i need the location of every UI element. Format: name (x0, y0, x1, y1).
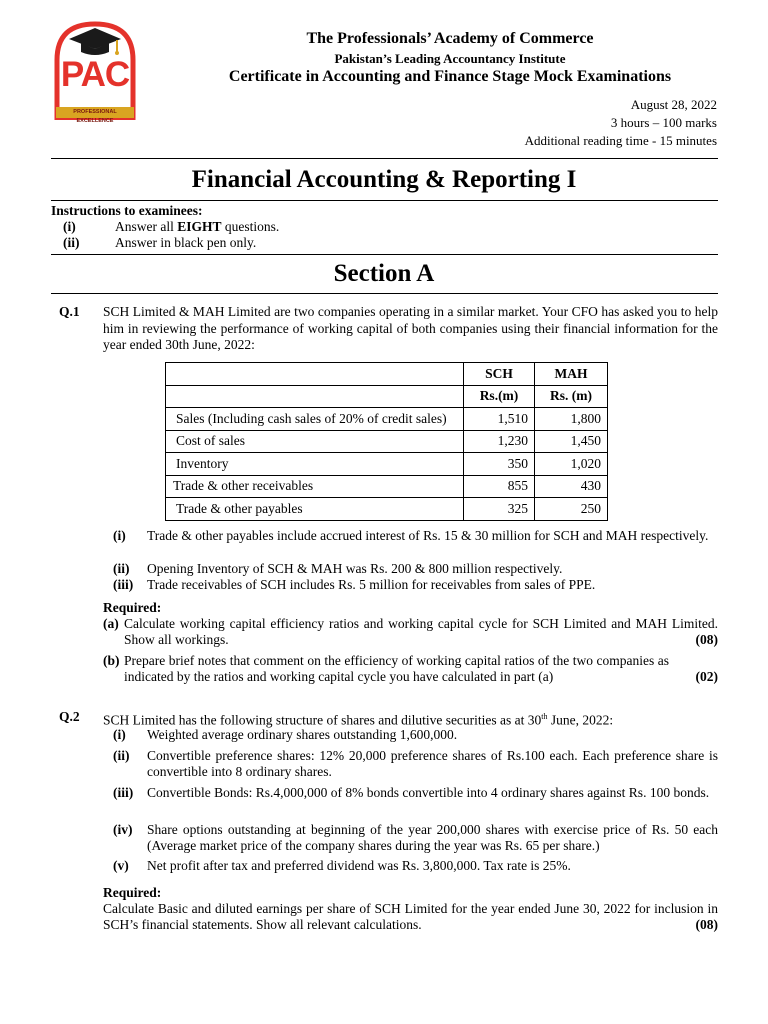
table-cell: 1,230 (464, 430, 535, 453)
note-label: (i) (113, 528, 126, 543)
note-text: Opening Inventory of SCH & MAH was Rs. 200 & 800 million respectively. (147, 561, 563, 576)
required-part (103, 901, 718, 934)
exam-meta (525, 96, 717, 150)
divider (51, 158, 718, 159)
question-number: Q.1 (59, 304, 80, 319)
table-row (166, 453, 608, 476)
table-header-cell: MAH (535, 363, 608, 386)
required-heading: Required: (103, 885, 162, 900)
table-cell: 350 (464, 453, 535, 476)
item-text: Convertible Bonds: Rs.4,000,000 of 8% bonds convertible into 4 ordinary shares against Rs. 100 bonds. (147, 785, 710, 800)
item-text: Net profit after tax and preferred dividend was Rs. 3,800,000. Tax rate is 25%. (147, 858, 571, 873)
question-text (103, 709, 718, 729)
table-header-cell (166, 363, 464, 386)
table-row (166, 498, 608, 521)
reading-time: Additional reading time - 15 minutes (524, 133, 717, 148)
table-row (166, 408, 608, 431)
exam-date: August 28, 2022 (630, 97, 717, 112)
table-cell: 1,800 (535, 408, 608, 431)
note-item (113, 528, 718, 560)
table-row (166, 475, 608, 498)
list-item (113, 785, 718, 817)
item-label: (iv) (113, 822, 133, 837)
note-text: Trade & other payables include accrued interest of Rs. 15 & 30 million for SCH and MAH respectively. (147, 528, 709, 543)
table-unit-cell: Rs.(m) (464, 385, 535, 408)
q2-intro-sup: th (541, 712, 548, 721)
table-cell: Inventory (166, 453, 464, 476)
list-item (113, 748, 718, 780)
note-item (113, 561, 718, 577)
instruction-label: (ii) (63, 235, 80, 250)
instruction-label: (i) (63, 219, 76, 234)
institute-subtitle: Pakistan’s Leading Accountancy Institute (334, 51, 566, 66)
table-cell: Sales (Including cash sales of 20% of credit sales) (166, 408, 464, 431)
table-cell: Cost of sales (166, 430, 464, 453)
item-text: Share options outstanding at beginning of the year 200,000 shares with exercise price of Rs. 50 each (Average market price of the company shares during the year was Rs. 65 per share.) (147, 822, 718, 853)
table-cell: 1,020 (535, 453, 608, 476)
table-header-row (166, 363, 608, 386)
q2-intro-pre: SCH Limited has the following structure of shares and dilutive securities as at 30 (103, 712, 542, 728)
instruction-text: Answer in black pen only. (115, 235, 257, 250)
item-label: (v) (113, 858, 129, 873)
note-item (113, 577, 718, 593)
financial-table (165, 362, 608, 521)
required-text: Calculate Basic and diluted earnings per share of SCH Limited for the year ended June 30, 2022 for inclusion in SCH’s financial statements. Show all relevant calculations. (103, 901, 718, 932)
table-cell: 325 (464, 498, 535, 521)
table-cell: 430 (535, 475, 608, 498)
note-label: (iii) (113, 577, 134, 592)
table-header-cell: SCH (464, 363, 535, 386)
exam-duration: 3 hours – 100 marks (610, 115, 717, 130)
table-cell: Trade & other receivables (166, 475, 464, 498)
item-text: Weighted average ordinary shares outstanding 1,600,000. (147, 727, 458, 742)
required-part (103, 616, 718, 649)
part-text: Prepare brief notes that comment on the efficiency of working capital ratios of the two companies as indicated by the ratios and working capital cycle you have calculated in part (a) (124, 653, 669, 684)
instruction-text-bold: EIGHT (177, 219, 222, 234)
q2-intro-post: June, 2022: (547, 712, 614, 728)
item-text: Convertible preference shares: 12% 20,000 preference shares of Rs.100 each. Each preference share is convertible into 8 ordinary shares. (147, 748, 718, 779)
part-text: Calculate working capital efficiency ratios and working capital cycle for SCH Limited and MAH Limited. Show all workings. (124, 616, 718, 647)
required-part (103, 653, 718, 686)
marks-badge: (02) (695, 669, 718, 684)
section-title: Section A (333, 260, 435, 287)
logo-text: PAC (60, 55, 130, 94)
question-number: Q.2 (59, 709, 80, 724)
item-label: (iii) (113, 785, 134, 800)
table-unit-cell: Rs. (m) (535, 385, 608, 408)
item-label: (ii) (113, 748, 130, 763)
list-item (113, 727, 718, 743)
table-cell: 855 (464, 475, 535, 498)
table-cell: 1,450 (535, 430, 608, 453)
required-heading: Required: (103, 600, 162, 615)
exam-title: Certificate in Accounting and Finance Stage Mock Examinations (228, 68, 672, 85)
divider (51, 254, 718, 255)
divider (51, 293, 718, 294)
marks-badge: (08) (695, 917, 718, 932)
instructions-heading: Instructions to examinees: (51, 203, 203, 218)
instruction-text-post: questions. (221, 219, 280, 234)
note-label: (ii) (113, 561, 130, 576)
institute-name: The Professionals’ Academy of Commerce (306, 30, 594, 47)
part-label: (b) (103, 653, 120, 668)
table-cell: 1,510 (464, 408, 535, 431)
table-row (166, 430, 608, 453)
table-cell: 250 (535, 498, 608, 521)
table-cell: Trade & other payables (166, 498, 464, 521)
divider (51, 200, 718, 201)
instruction-text-pre: Answer all (115, 219, 178, 234)
paper-title: Financial Accounting & Reporting I (191, 166, 577, 193)
instruction-text (115, 219, 279, 235)
logo-tagline: PROFESSIONAL EXCELLENCE (73, 109, 117, 124)
question-text: SCH Limited & MAH Limited are two companies operating in a similar market. Your CFO has asked you to help him in reviewing the performance of working capital of both companies using their financial information for the year ended 30th June, 2022: (103, 304, 718, 352)
list-item (113, 858, 718, 874)
marks-badge: (08) (695, 632, 718, 647)
list-item (113, 822, 718, 854)
note-text: Trade receivables of SCH includes Rs. 5 million for receivables from sales of PPE. (147, 577, 596, 592)
table-unit-row (166, 385, 608, 408)
table-unit-cell (166, 385, 464, 408)
item-label: (i) (113, 727, 126, 742)
part-label: (a) (103, 616, 119, 631)
